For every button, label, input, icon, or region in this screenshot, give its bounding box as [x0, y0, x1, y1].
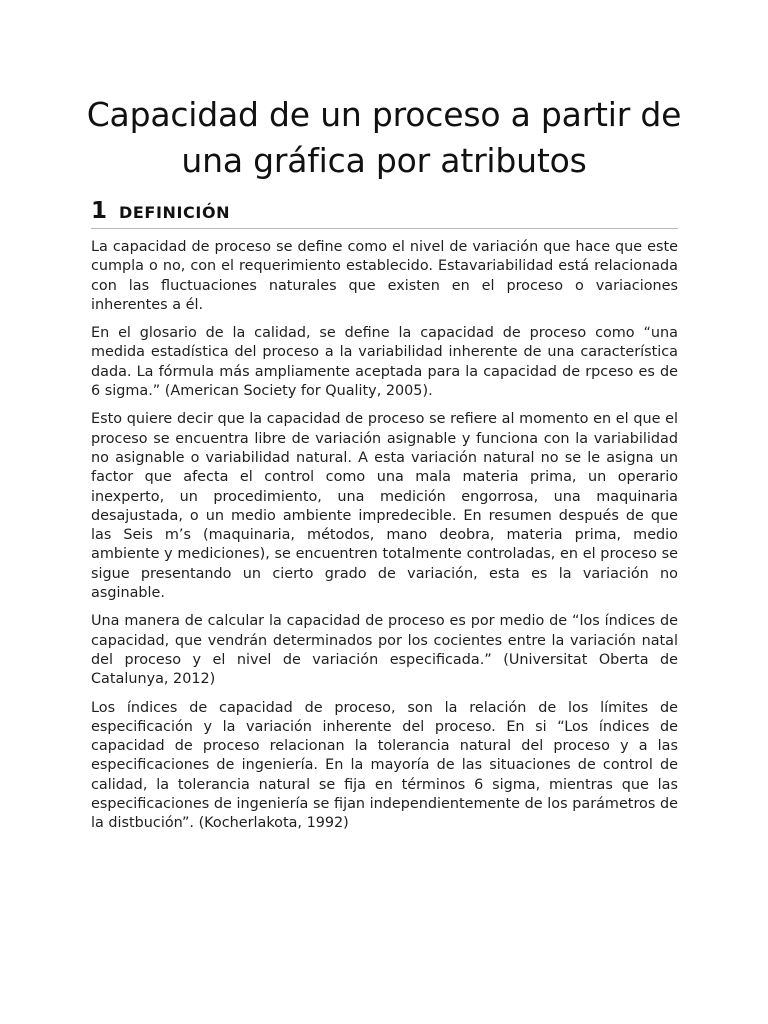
paragraph-2: En el glosario de la calidad, se define la capacidad de proceso como “una medida estadística del proceso a la variabilidad inherente de una característica dada. La fórmula más ampliamente aceptada para la capacidad de rpceso es de 6 sigma.” (American Society for Quality, 2005).	[91, 325, 678, 400]
body-text	[91, 238, 678, 843]
paragraph-1: La capacidad de proceso se define como el nivel de variación que hace que este cumpla o no, con el requerimiento establecido. Estavariabilidad está relacionada con las fluctuaciones naturales que existen en el proceso o variaciones inherentes a él.	[91, 239, 678, 313]
paragraph-3: Esto quiere decir que la capacidad de proceso se refiere al momento en el que el proceso se encuentra libre de variación asignable y funciona con la variabilidad no asignable o variabilidad natural. A esta variación natural no se le asigna un factor que afecta el control como una mala materia prima, un operario inexperto, un procedimiento, una medición engorrosa, una maquinaria desajustada, o un medio ambiente impredecible. En resumen después de que las Seis m’s (maquinaria, métodos, mano deobra, materia prima, medio ambiente y mediciones), se encuentren totalmente controladas, en el proceso se sigue presentando un cierto grado de variación, esta es la variación no asginable.	[91, 411, 678, 602]
section-heading	[91, 198, 678, 229]
document-title: Capacidad de un proceso a partir de una gráfica por atributos	[86, 95, 682, 180]
paragraph-4: Una manera de calcular la capacidad de proceso es por medio de “los índices de capacidad, que vendrán determinados por los cocientes entre la variación natal del proceso y el nivel de variación especificada.” (Universitat Oberta de Catalunya, 2012)	[91, 613, 678, 688]
paragraph-5: Los índices de capacidad de proceso, son la relación de los límites de especificación y la variación inherente del proceso. En si “Los índices de capacidad de proceso relacionan la tolerancia natural del proceso y a las especificaciones de ingeniería. En la mayoría de las situaciones de control de calidad, la tolerancia natural se fija en términos 6 sigma, mientras que las especificaciones de ingeniería se fijan independientemente de los parámetros de la distbución”. (Kocherlakota, 1992)	[91, 699, 678, 832]
section-title: DEFINICIÓN	[119, 203, 231, 222]
section-number: 1	[91, 198, 108, 224]
